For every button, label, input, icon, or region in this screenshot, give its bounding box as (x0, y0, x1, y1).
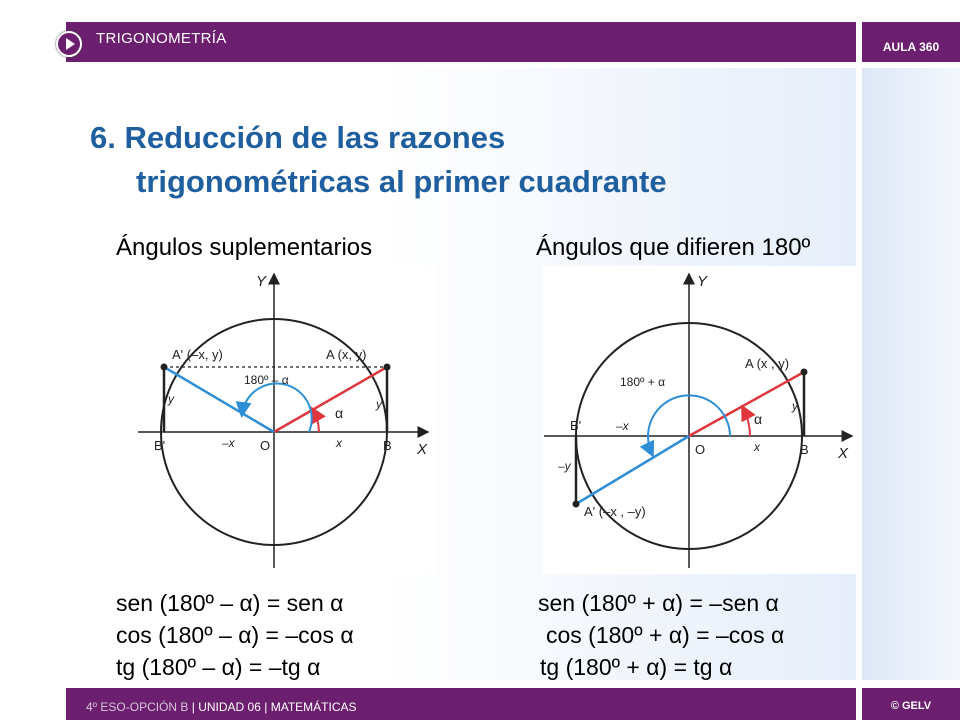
y-axis-label: Y (256, 273, 267, 290)
right-side-panel (862, 68, 960, 680)
radius-a (689, 372, 804, 436)
supplementary-angles-diagram (136, 266, 436, 574)
left-heading: Ángulos suplementarios (116, 234, 373, 261)
section-title: TRIGONOMETRÍA (96, 30, 227, 47)
page-title-line2: trigonométricas al primer cuadrante (136, 164, 667, 199)
page-title: 6. Reducción de las razones (90, 120, 506, 155)
right-heading: Ángulos que difieren 180º (536, 234, 811, 261)
footer-unit: UNIDAD 06 (198, 700, 261, 714)
neg-x-segment-label: –x (222, 436, 235, 450)
formula-sen-differ-180: sen (180º + α) = –sen α (538, 590, 779, 616)
x-segment-label: x (754, 440, 760, 454)
x-axis-label: X (838, 445, 849, 462)
point-a-dot (801, 369, 808, 376)
formula-tg-differ-180: tg (180º + α) = tg α (540, 654, 733, 680)
angle-180-plus-label: 180º + α (620, 375, 666, 389)
supplement-angle-label: 180º – α (244, 373, 289, 387)
b-label: B (800, 442, 809, 457)
brand-label: AULA 360 (882, 40, 940, 54)
y-axis-label: Y (697, 273, 708, 290)
b-prime-label: B' (570, 418, 582, 433)
b-label: B (383, 438, 392, 453)
formula-tg-supplementary: tg (180º – α) = –tg α (116, 654, 321, 680)
arc-alpha (743, 408, 750, 436)
origin-label: O (695, 442, 706, 457)
point-a-label: A (x, y) (326, 347, 367, 362)
footer-separator-1: | (191, 700, 195, 714)
neg-y-segment-label: –y (558, 459, 571, 473)
play-icon[interactable] (56, 31, 82, 57)
point-a-prime-dot (573, 501, 580, 508)
y-segment-label: y (792, 399, 798, 413)
point-a-prime-label: A' (–x, y) (172, 347, 223, 362)
b-prime-label: B' (154, 438, 166, 453)
footer-text (86, 700, 357, 714)
neg-x-segment-label: –x (616, 419, 629, 433)
point-a-label: A (x , y) (745, 356, 790, 371)
origin-label: O (260, 438, 271, 453)
alpha-label: α (754, 411, 763, 427)
point-a-dot (384, 364, 391, 371)
formula-cos-supplementary: cos (180º – α) = –cos α (116, 622, 354, 648)
formula-cos-differ-180: cos (180º + α) = –cos α (546, 622, 785, 648)
x-segment-label: x (336, 436, 342, 450)
x-axis-label: X (417, 441, 428, 458)
arc-supplement (242, 383, 312, 432)
footer-course: 4º ESO-OPCIÓN B (86, 700, 189, 714)
arc-alpha (313, 410, 319, 432)
y-left-label: y (168, 392, 174, 406)
point-a-prime-dot (161, 364, 168, 371)
radius-a (274, 367, 387, 432)
radius-a-prime (576, 436, 689, 504)
copyright: © GELV (890, 700, 932, 712)
point-a-prime-label: A' (–x , –y) (584, 504, 646, 519)
formula-sen-supplementary: sen (180º – α) = sen α (116, 590, 344, 616)
left-margin (0, 0, 66, 720)
alpha-label: α (335, 405, 344, 421)
y-right-label: y (376, 397, 382, 411)
differ-180-diagram (542, 266, 858, 574)
footer-separator-2: | (264, 700, 268, 714)
footer-subject: MATEMÁTICAS (270, 700, 357, 714)
